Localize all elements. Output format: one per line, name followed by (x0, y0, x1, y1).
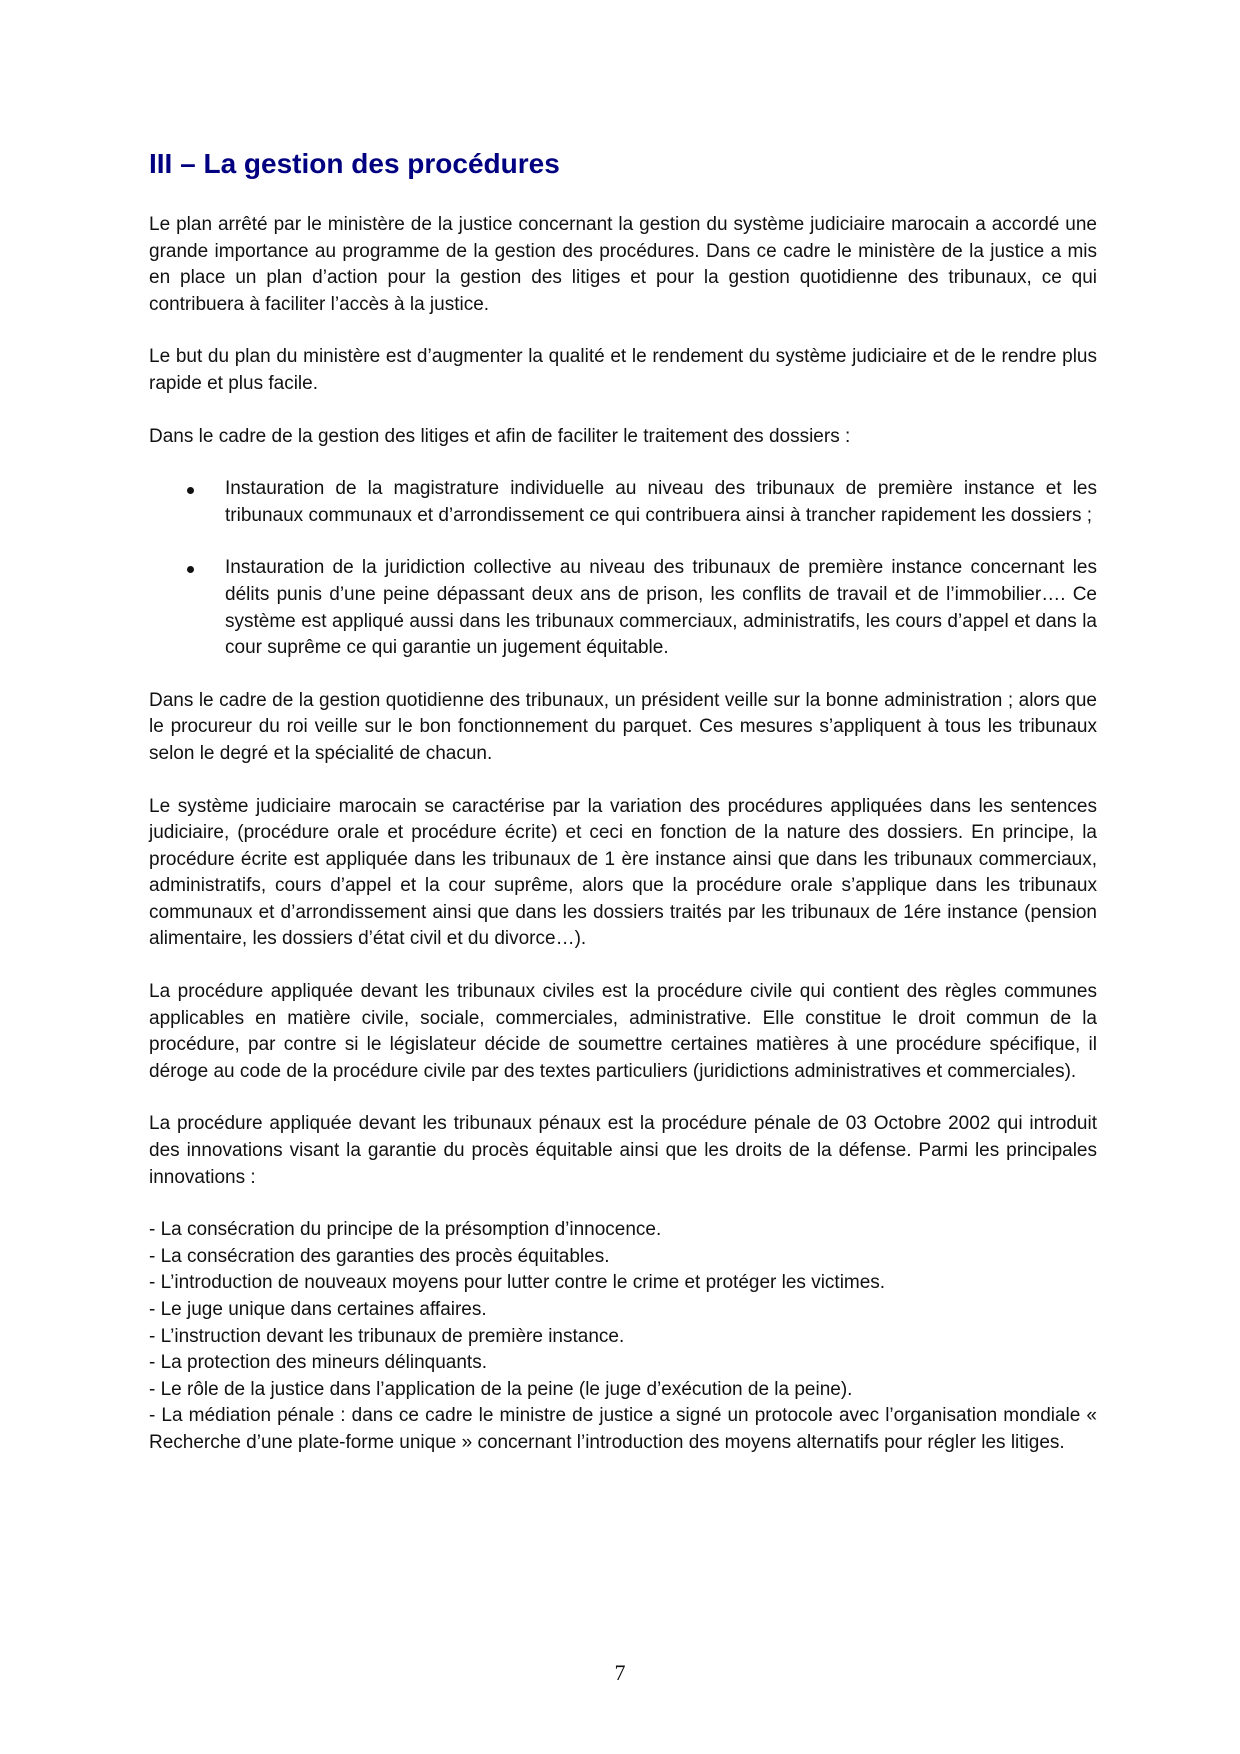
innovations-list (149, 1217, 1097, 1456)
list-item: - L’instruction devant les tribunaux de première instance. (149, 1325, 625, 1347)
paragraph-gestion-quotidienne: Dans le cadre de la gestion quotidienne des tribunaux, un président veille sur la bonne administration ; alors que le procureur du roi veille sur le bon fonctionnement du parquet. Ces mesures s’appliquent à tous les tribunaux selon le degré et la spécialité de chacun. (149, 689, 1097, 764)
measures-bullet-list (149, 476, 1097, 662)
section-heading: III – La gestion des procédures (149, 148, 560, 179)
list-item: - L’introduction de nouveaux moyens pour lutter contre le crime et protéger les victimes. (149, 1272, 886, 1294)
paragraph-procedure-civile: La procédure appliquée devant les tribunaux civiles est la procédure civile qui contient des règles communes applicables en matière civile, sociale, commerciales, administrative. Elle constitue le droit commun de la procédure, par contre si le législateur décide de soumettre certaines matières à une procédure spécifique, il déroge au code de la procédure civile par des textes particuliers (juridictions administratives et commerciales). (149, 981, 1097, 1082)
document-page (149, 146, 1097, 1457)
list-item: - La médiation pénale : dans ce cadre le ministre de justice a signé un protocole avec l’organisation mondiale « Recherche d’une plate-forme unique » concernant l’introduction des moyens alternatifs pour régler les litiges. (149, 1405, 1097, 1453)
list-item: - La consécration du principe de la présomption d’innocence. (149, 1219, 662, 1241)
bullet-item (149, 476, 1097, 529)
paragraph-systeme-judiciaire: Le système judiciaire marocain se caractérise par la variation des procédures appliquées dans les sentences judiciaire, (procédure orale et procédure écrite) et ceci en fonction de la nature des dossiers. En principe, la procédure écrite est appliquée dans les tribunaux de 1 ère instance ainsi que dans les tribunaux commerciaux, administratifs, cours d’appel et la cour suprême, alors que la procédure orale s’applique dans les tribunaux communaux et d’arrondissement ainsi que dans les dossiers traités par les tribunaux de 1ére instance (pension alimentaire, les dossiers d’état civil et du divorce…). (149, 795, 1097, 950)
list-item: - Le rôle de la justice dans l’application de la peine (le juge d’exécution de la peine). (149, 1378, 853, 1400)
bullet-text: Instauration de la magistrature individuelle au niveau des tribunaux de première instance et les tribunaux communaux et d’arrondissement ce qui contribuera ainsi à trancher rapidement les dossiers ; (225, 478, 1097, 526)
page-number: 7 (614, 1660, 626, 1685)
bullet-item (149, 555, 1097, 661)
list-item: - Le juge unique dans certaines affaires. (149, 1299, 487, 1320)
list-item: - La consécration des garanties des procès équitables. (149, 1245, 610, 1267)
list-item: - La protection des mineurs délinquants. (149, 1352, 487, 1374)
bullet-dot-icon (187, 487, 194, 494)
paragraph-plan-goal: Le but du plan du ministère est d’augmenter la qualité et le rendement du système judiciaire et de le rendre plus rapide et plus facile. (149, 346, 1097, 394)
paragraph-litiges-intro: Dans le cadre de la gestion des litiges et afin de faciliter le traitement des dossiers : (149, 425, 851, 447)
paragraph-plan-intro: Le plan arrêté par le ministère de la justice concernant la gestion du système judiciaire marocain a accordé une grande importance au programme de la gestion des procédures. Dans ce cadre le ministère de la justice a mis en place un plan d’action pour la gestion des litiges et pour la gestion quotidienne des tribunaux, ce qui contribuera à faciliter l’accès à la justice. (149, 214, 1097, 315)
bullet-text: Instauration de la juridiction collective au niveau des tribunaux de première instance concernant les délits punis d’une peine dépassant deux ans de prison, les conflits de travail et de l’immobilier…. Ce système est appliqué aussi dans les tribunaux commerciaux, administratifs, les cours d’appel et dans la cour suprême ce qui garantie un jugement équitable. (225, 557, 1097, 659)
paragraph-procedure-penale: La procédure appliquée devant les tribunaux pénaux est la procédure pénale de 03 Octobre 2002 qui introduit des innovations visant la garantie du procès équitable ainsi que les droits de la défense. Parmi les principales innovations : (149, 1113, 1097, 1188)
bullet-dot-icon (187, 566, 194, 573)
